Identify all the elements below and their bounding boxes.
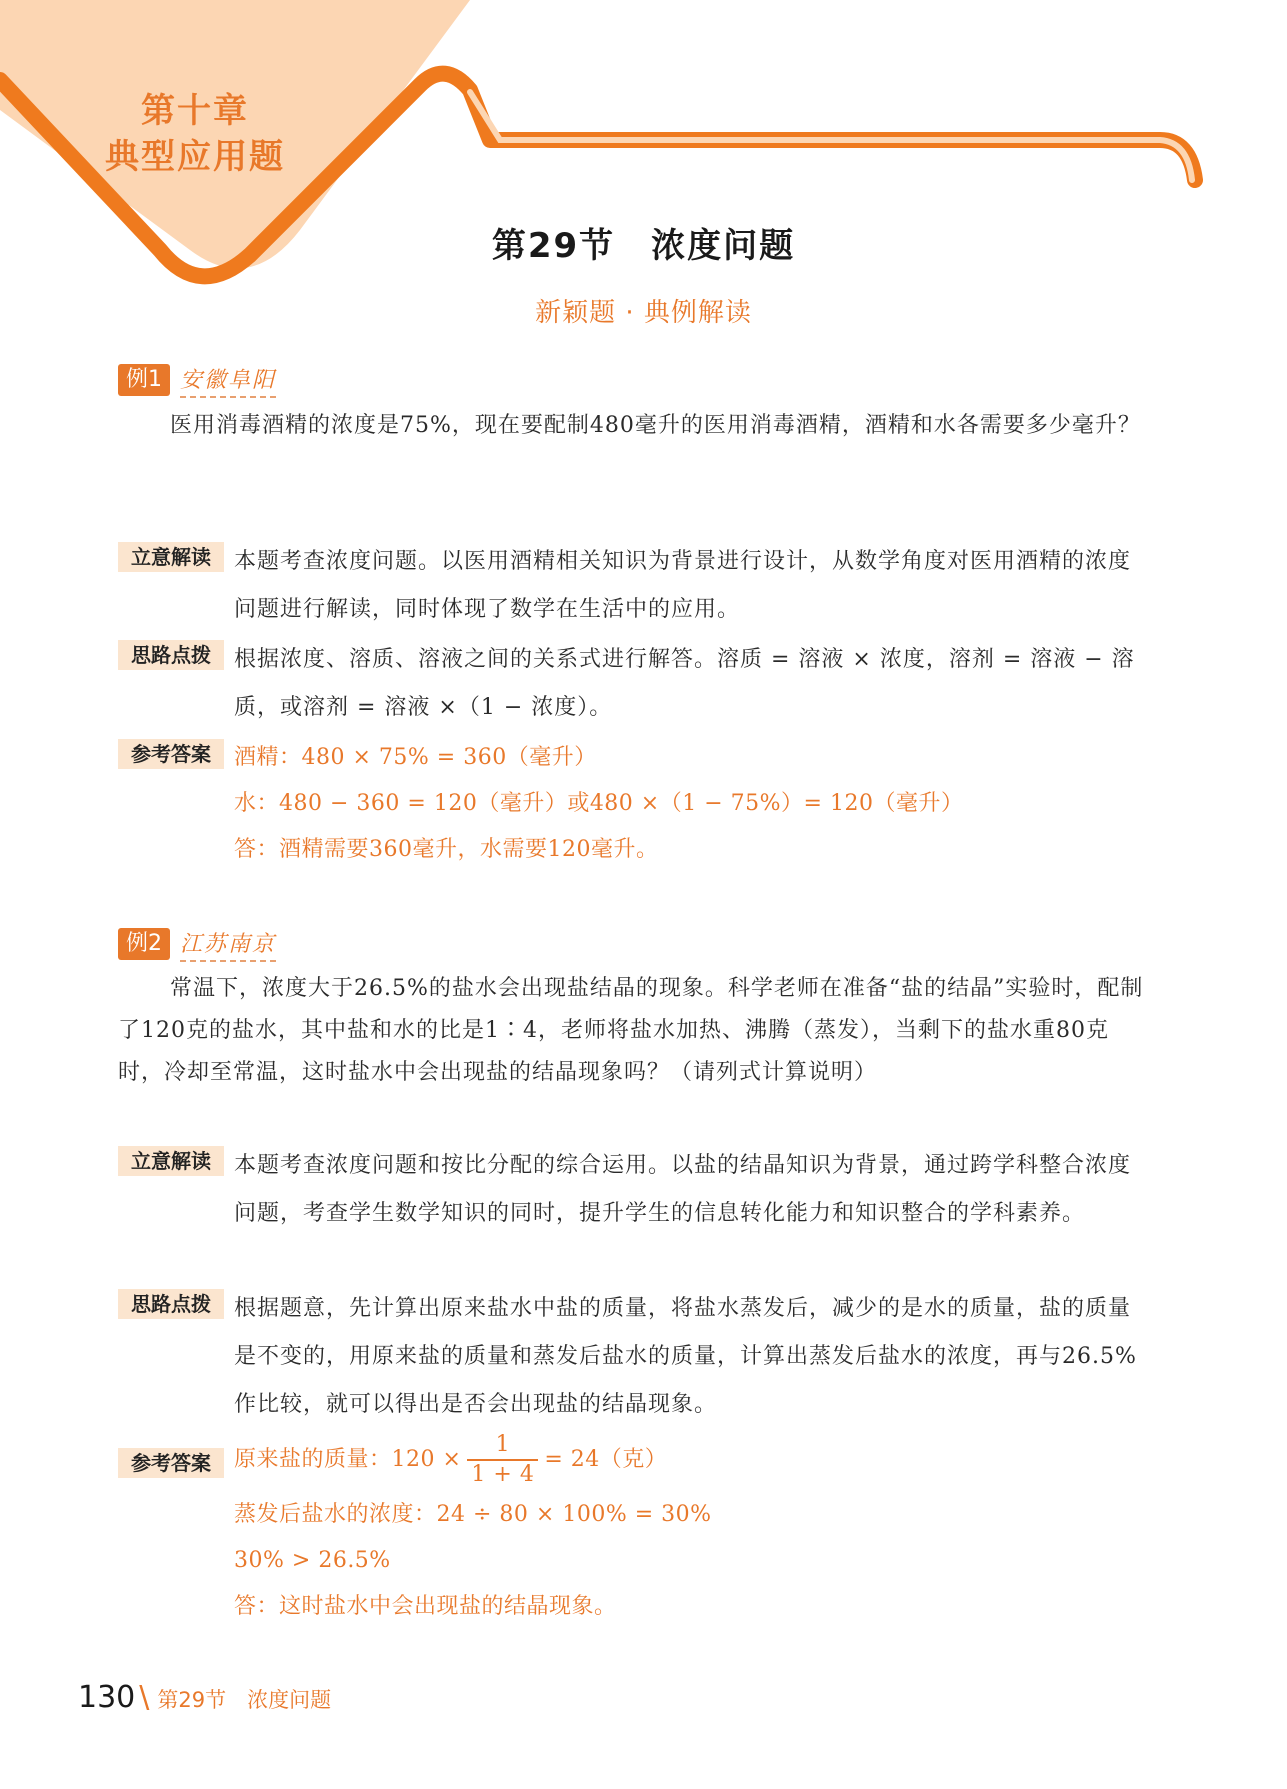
example1-hint	[118, 636, 1148, 732]
answer-line: 水：480 − 360 = 120（毫升）或480 ×（1 − 75%）= 120（毫升）	[234, 791, 964, 816]
page-footer	[78, 1680, 331, 1715]
chapter-number: 第十章	[141, 91, 249, 131]
hint-text: 根据浓度、溶质、溶液之间的关系式进行解答。溶质 = 溶液 × 浓度，溶剂 = 溶液 − 溶质，或溶剂 = 溶液 ×（1 − 浓度）。	[234, 647, 1135, 720]
example1-answer	[118, 735, 1148, 873]
answer-line: 答：这时盐水中会出现盐的结晶现象。	[234, 1594, 617, 1619]
example1-location: 安徽阜阳	[180, 363, 276, 398]
answer-label: 参考答案	[118, 1448, 224, 1478]
example2-intent	[118, 1142, 1148, 1238]
intent-label: 立意解读	[118, 1146, 224, 1176]
footer-section: 第29节 浓度问题	[157, 1688, 332, 1712]
answer-line: 蒸发后盐水的浓度：24 ÷ 80 × 100% = 30%	[234, 1502, 712, 1527]
footer-divider: \	[139, 1680, 150, 1715]
intent-label: 立意解读	[118, 542, 224, 572]
answer-line: 答：酒精需要360毫升，水需要120毫升。	[234, 837, 659, 862]
example2-answer	[118, 1428, 1148, 1630]
example1-tag: 例1	[118, 364, 170, 396]
example2-question: 常温下，浓度大于26.5%的盐水会出现盐结晶的现象。科学老师在准备“盐的结晶”实验时，配制了120克的盐水，其中盐和水的比是1∶4，老师将盐水加热、沸腾（蒸发），当剩下的盐水重80克时，冷却至常温，这时盐水中会出现盐的结晶现象吗？（请列式计算说明）	[118, 976, 1144, 1085]
intent-text: 本题考查浓度问题和按比分配的综合运用。以盐的结晶知识为背景，通过跨学科整合浓度问题，考查学生数学知识的同时，提升学生的信息转化能力和知识整合的学科素养。	[234, 1153, 1132, 1226]
fraction-numerator: 1	[467, 1431, 538, 1461]
intent-text: 本题考查浓度问题。以医用酒精相关知识为背景进行设计，从数学角度对医用酒精的浓度问题进行解读，同时体现了数学在生活中的应用。	[234, 549, 1132, 622]
chapter-heading	[95, 88, 295, 180]
hint-text: 根据题意，先计算出原来盐水中盐的质量，将盐水蒸发后，减少的是水的质量，盐的质量是不变的，用原来盐的质量和蒸发后盐水的质量，计算出蒸发后盐水的浓度，再与26.5%作比较，就可以得出是否会出现盐的结晶现象。	[234, 1296, 1137, 1417]
answer-suffix: = 24（克）	[544, 1447, 668, 1472]
section-title: 第29节 浓度问题	[491, 226, 796, 266]
answer-line: 30% > 26.5%	[234, 1548, 391, 1573]
page-number: 130	[78, 1680, 136, 1715]
example2-hint	[118, 1285, 1148, 1429]
example2-location: 江苏南京	[180, 927, 276, 962]
chapter-name: 典型应用题	[105, 137, 285, 177]
fraction	[467, 1431, 538, 1489]
answer-line: 酒精：480 × 75% = 360（毫升）	[234, 745, 597, 770]
example1-intent	[118, 538, 1148, 634]
example1-question: 医用消毒酒精的浓度是75%，现在要配制480毫升的医用消毒酒精，酒精和水各需要多少毫升？	[170, 413, 1141, 438]
fraction-denominator: 1 + 4	[471, 1462, 535, 1487]
answer-label: 参考答案	[118, 739, 224, 769]
hint-label: 思路点拨	[118, 1289, 224, 1319]
example2-header	[118, 926, 276, 962]
hint-label: 思路点拨	[118, 640, 224, 670]
answer-prefix: 原来盐的质量：120 ×	[234, 1447, 462, 1472]
example1-header	[118, 362, 276, 398]
section-subtitle: 新颖题 · 典例解读	[535, 298, 752, 328]
example2-tag: 例2	[118, 928, 170, 960]
answer-line-fraction	[234, 1428, 1148, 1492]
